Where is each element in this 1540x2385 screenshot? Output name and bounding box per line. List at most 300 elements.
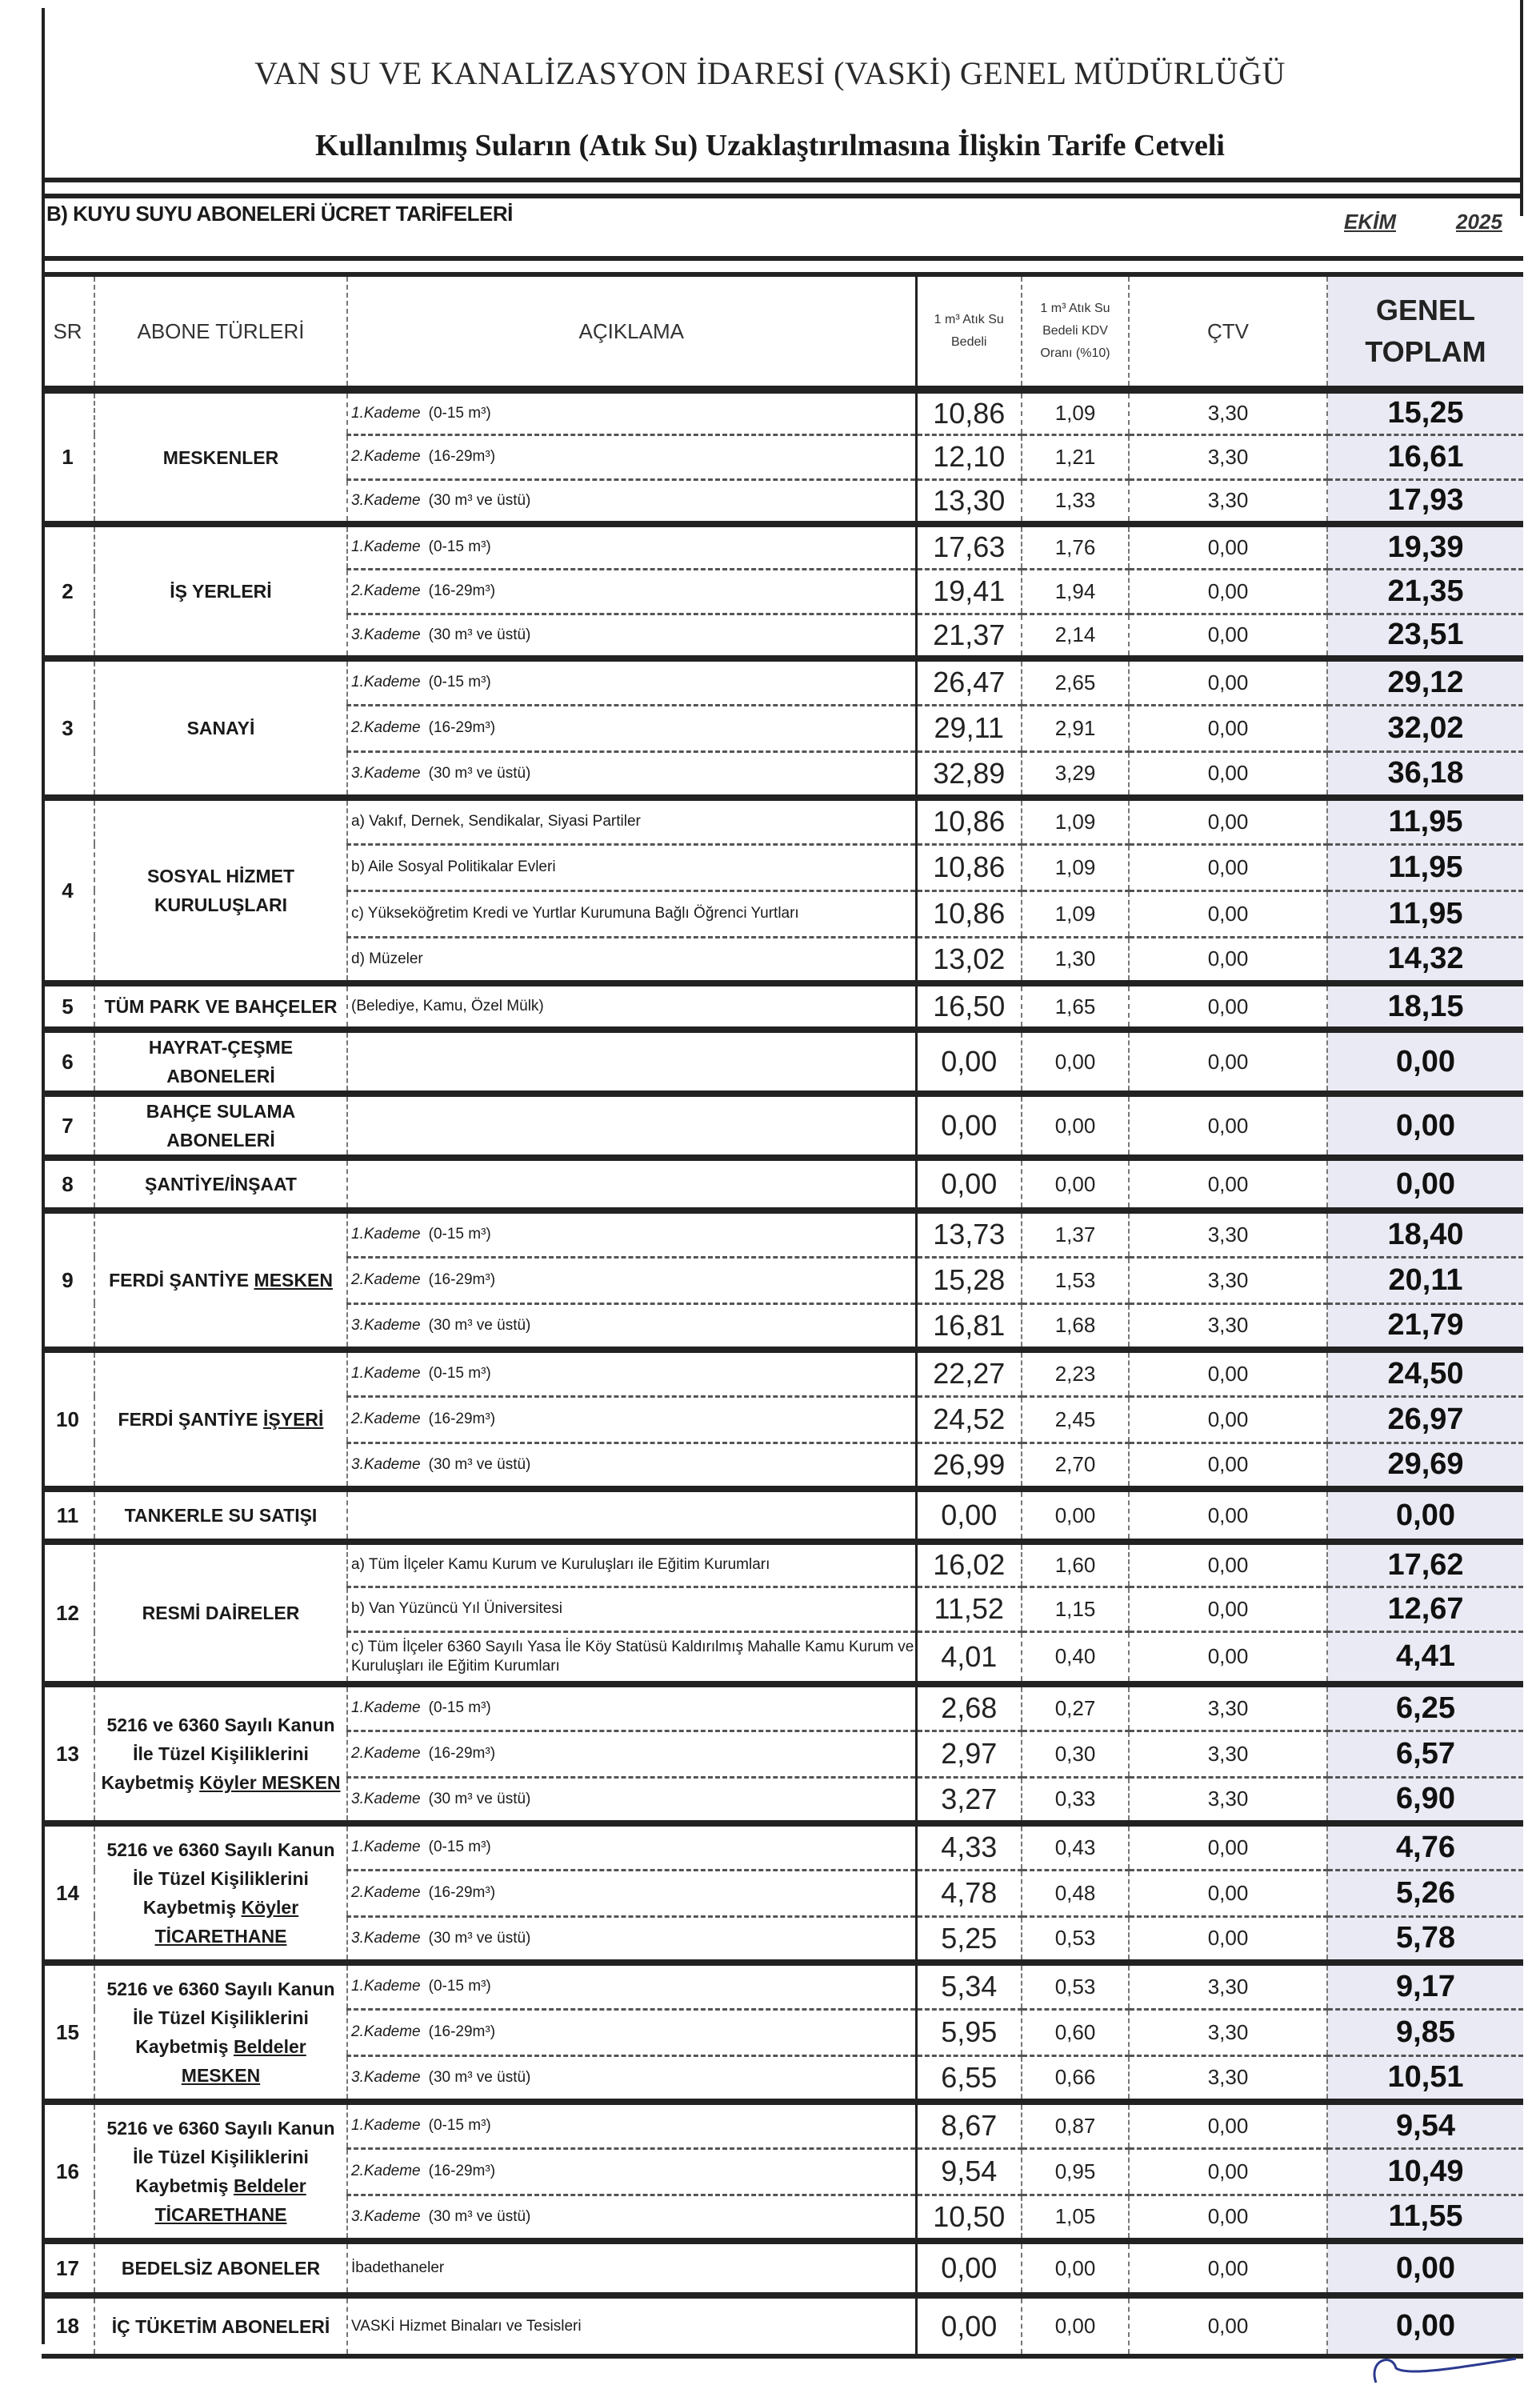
row-ctv: 0,00	[1129, 890, 1327, 937]
row-total: 11,55	[1327, 2195, 1523, 2241]
tier-label: 1.Kademe	[351, 404, 421, 422]
row-description	[347, 1396, 916, 1443]
row-total: 18,40	[1327, 1211, 1523, 1257]
row-bedel: 21,37	[916, 614, 1022, 658]
row-description	[347, 1489, 916, 1542]
row-ctv: 0,00	[1129, 1631, 1327, 1684]
row-kdv: 1,37	[1022, 1211, 1129, 1257]
row-sr: 17	[42, 2241, 94, 2295]
row-total: 6,57	[1327, 1731, 1523, 1777]
description-text: (30 m³ ve üstü)	[428, 1790, 531, 1807]
description-text: a) Vakıf, Dernek, Sendikalar, Siyasi Partiler	[351, 813, 641, 830]
row-sr: 7	[42, 1094, 94, 1158]
row-description	[347, 1684, 916, 1731]
row-ctv: 0,00	[1129, 798, 1327, 844]
row-total: 26,97	[1327, 1396, 1523, 1443]
row-bedel: 0,00	[916, 2295, 1022, 2356]
row-total: 18,15	[1327, 983, 1523, 1030]
description-text: (30 m³ ve üstü)	[428, 1455, 531, 1473]
row-total: 16,61	[1327, 434, 1523, 479]
tier-label: 2.Kademe	[351, 2163, 421, 2179]
section-title: B) KUYU SUYU ABONELERİ ÜCRET TARİFELERİ	[46, 202, 513, 226]
row-ctv: 0,00	[1129, 1030, 1327, 1094]
row-description	[347, 1631, 916, 1684]
description-text: (16-29m³)	[428, 582, 496, 599]
table-row	[42, 390, 1523, 434]
row-total: 11,95	[1327, 844, 1523, 890]
row-sr: 9	[42, 1211, 94, 1350]
description-text: d) Müzeler	[351, 950, 423, 967]
row-ctv: 0,00	[1129, 1542, 1327, 1587]
row-bedel: 10,86	[916, 390, 1022, 434]
row-bedel: 16,81	[916, 1303, 1022, 1350]
row-kdv: 2,45	[1022, 1396, 1129, 1443]
row-description	[347, 2055, 916, 2102]
row-bedel: 0,00	[916, 1094, 1022, 1158]
tier-label: 3.Kademe	[351, 2207, 421, 2225]
description-text: (16-29m³)	[428, 1745, 496, 1762]
row-bedel: 5,25	[916, 1916, 1022, 1963]
period-month: EKİM	[1344, 210, 1396, 234]
row-ctv: 0,00	[1129, 1396, 1327, 1443]
description-text: (30 m³ ve üstü)	[428, 1316, 531, 1334]
row-description	[347, 1350, 916, 1396]
row-total: 12,67	[1327, 1587, 1523, 1631]
row-bedel: 12,10	[916, 434, 1022, 479]
row-bedel: 8,67	[916, 2102, 1022, 2148]
row-sr: 8	[42, 1158, 94, 1211]
row-bedel: 13,73	[916, 1211, 1022, 1257]
row-description	[347, 658, 916, 705]
col-header-total: GENEL TOPLAM	[1327, 277, 1523, 390]
row-bedel: 24,52	[916, 1396, 1022, 1443]
row-description	[347, 479, 916, 524]
row-kdv: 0,00	[1022, 1030, 1129, 1094]
description-text: b) Aile Sosyal Politikalar Evleri	[351, 858, 556, 875]
row-kdv: 0,60	[1022, 2009, 1129, 2055]
table-row	[42, 1030, 1523, 1094]
row-total: 11,95	[1327, 890, 1523, 937]
row-description	[347, 2295, 916, 2356]
row-kdv: 1,09	[1022, 890, 1129, 937]
row-ctv: 3,30	[1129, 1777, 1327, 1823]
row-kdv: 2,65	[1022, 658, 1129, 705]
table-row	[42, 1094, 1523, 1158]
row-kdv: 0,00	[1022, 1094, 1129, 1158]
row-total: 0,00	[1327, 2295, 1523, 2356]
row-ctv: 3,30	[1129, 1257, 1327, 1303]
row-kdv: 1,68	[1022, 1303, 1129, 1350]
row-bedel: 26,99	[916, 1443, 1022, 1489]
row-kdv: 2,23	[1022, 1350, 1129, 1396]
row-ctv: 0,00	[1129, 2148, 1327, 2195]
table-row	[42, 524, 1523, 569]
row-bedel: 0,00	[916, 1158, 1022, 1211]
row-description	[347, 844, 916, 890]
row-subscriber-type: FERDİ ŞANTİYE MESKEN	[94, 1211, 347, 1350]
row-ctv: 0,00	[1129, 614, 1327, 658]
row-ctv: 0,00	[1129, 705, 1327, 751]
row-ctv: 3,30	[1129, 434, 1327, 479]
period-year: 2025	[1456, 210, 1502, 234]
row-total: 0,00	[1327, 1158, 1523, 1211]
table-row	[42, 1489, 1523, 1542]
tier-label: 3.Kademe	[351, 1455, 421, 1473]
row-total: 21,79	[1327, 1303, 1523, 1350]
row-description	[347, 937, 916, 983]
row-kdv: 0,48	[1022, 1870, 1129, 1916]
row-subscriber-type: BEDELSİZ ABONELER	[94, 2241, 347, 2295]
row-ctv: 0,00	[1129, 937, 1327, 983]
row-bedel: 0,00	[916, 1030, 1022, 1094]
row-total: 9,85	[1327, 2009, 1523, 2055]
row-ctv: 3,30	[1129, 1303, 1327, 1350]
row-kdv: 1,09	[1022, 798, 1129, 844]
row-subscriber-type: TÜM PARK VE BAHÇELER	[94, 983, 347, 1030]
row-bedel: 4,33	[916, 1823, 1022, 1870]
row-kdv: 0,95	[1022, 2148, 1129, 2195]
row-description	[347, 390, 916, 434]
row-kdv: 1,09	[1022, 390, 1129, 434]
table-row	[42, 1158, 1523, 1211]
description-text: (0-15 m³)	[428, 1978, 491, 1995]
row-total: 11,95	[1327, 798, 1523, 844]
row-bedel: 0,00	[916, 1489, 1022, 1542]
description-text: (0-15 m³)	[428, 404, 491, 422]
row-total: 5,26	[1327, 1870, 1523, 1916]
tariff-table	[42, 277, 1523, 2359]
description-text: (0-15 m³)	[428, 674, 491, 691]
row-ctv: 0,00	[1129, 1094, 1327, 1158]
table-row	[42, 983, 1523, 1030]
row-ctv: 3,30	[1129, 1211, 1327, 1257]
row-kdv: 2,14	[1022, 614, 1129, 658]
tier-label: 1.Kademe	[351, 2117, 421, 2135]
row-description	[347, 1963, 916, 2009]
description-text: (16-29m³)	[428, 448, 496, 465]
row-ctv: 3,30	[1129, 1684, 1327, 1731]
row-description	[347, 2148, 916, 2195]
row-ctv: 0,00	[1129, 2241, 1327, 2295]
row-total: 0,00	[1327, 1094, 1523, 1158]
row-description	[347, 1777, 916, 1823]
row-description	[347, 614, 916, 658]
row-total: 4,41	[1327, 1631, 1523, 1684]
row-ctv: 0,00	[1129, 844, 1327, 890]
tier-label: 2.Kademe	[351, 1411, 421, 1427]
row-kdv: 0,00	[1022, 1489, 1129, 1542]
row-kdv: 2,70	[1022, 1443, 1129, 1489]
description-text: (30 m³ ve üstü)	[428, 2207, 531, 2225]
row-description	[347, 705, 916, 751]
table-row	[42, 1542, 1523, 1587]
row-bedel: 4,78	[916, 1870, 1022, 1916]
row-ctv: 0,00	[1129, 983, 1327, 1030]
tier-label: 2.Kademe	[351, 2023, 421, 2040]
tier-label: 1.Kademe	[351, 674, 421, 691]
row-ctv: 0,00	[1129, 1870, 1327, 1916]
row-kdv: 1,33	[1022, 479, 1129, 524]
row-bedel: 16,02	[916, 1542, 1022, 1587]
col-header-bedel: 1 m³ Atık Su Bedeli	[916, 277, 1022, 390]
row-bedel: 11,52	[916, 1587, 1022, 1631]
row-description	[347, 2009, 916, 2055]
table-row	[42, 1963, 1523, 2009]
row-bedel: 17,63	[916, 524, 1022, 569]
row-subscriber-type: ŞANTİYE/İNŞAAT	[94, 1158, 347, 1211]
row-total: 17,62	[1327, 1542, 1523, 1587]
row-subscriber-type: SANAYİ	[94, 658, 347, 798]
row-subscriber-type: FERDİ ŞANTİYE İŞYERİ	[94, 1350, 347, 1489]
row-total: 36,18	[1327, 751, 1523, 798]
row-bedel: 10,50	[916, 2195, 1022, 2241]
row-ctv: 0,00	[1129, 2102, 1327, 2148]
description-text: (0-15 m³)	[428, 2117, 491, 2135]
description-text: b) Van Yüzüncü Yıl Üniversitesi	[351, 1600, 563, 1617]
row-total: 0,00	[1327, 1489, 1523, 1542]
row-subscriber-type: SOSYAL HİZMET KURULUŞLARI	[94, 798, 347, 983]
row-ctv: 3,30	[1129, 2055, 1327, 2102]
row-subscriber-type: HAYRAT-ÇEŞME ABONELERİ	[94, 1030, 347, 1094]
row-total: 6,90	[1327, 1777, 1523, 1823]
description-text: (0-15 m³)	[428, 1365, 491, 1383]
row-bedel: 2,68	[916, 1684, 1022, 1731]
row-description	[347, 1731, 916, 1777]
row-bedel: 9,54	[916, 2148, 1022, 2195]
row-description	[347, 2241, 916, 2295]
row-sr: 18	[42, 2295, 94, 2356]
row-ctv: 3,30	[1129, 1731, 1327, 1777]
row-subscriber-type: 5216 ve 6360 Sayılı Kanun İle Tüzel Kişiliklerini Kaybetmiş Köyler TİCARETHANE	[94, 1823, 347, 1963]
row-bedel: 2,97	[916, 1731, 1022, 1777]
description-text: (30 m³ ve üstü)	[428, 491, 531, 509]
row-bedel: 19,41	[916, 569, 1022, 614]
description-text: (0-15 m³)	[428, 538, 491, 556]
row-kdv: 1,30	[1022, 937, 1129, 983]
row-ctv: 0,00	[1129, 1489, 1327, 1542]
description-text: İbadethaneler	[351, 2259, 445, 2276]
tier-label: 1.Kademe	[351, 1978, 421, 1995]
row-total: 5,78	[1327, 1916, 1523, 1963]
row-total: 15,25	[1327, 390, 1523, 434]
row-sr: 14	[42, 1823, 94, 1963]
row-total: 0,00	[1327, 1030, 1523, 1094]
row-description	[347, 2195, 916, 2241]
row-kdv: 0,43	[1022, 1823, 1129, 1870]
tier-label: 3.Kademe	[351, 1929, 421, 1947]
row-description	[347, 1587, 916, 1631]
document-title: VAN SU VE KANALİZASYON İDARESİ (VASKİ) GENEL MÜDÜRLÜĞÜ	[254, 55, 1286, 91]
row-ctv: 0,00	[1129, 1158, 1327, 1211]
row-bedel: 5,95	[916, 2009, 1022, 2055]
row-kdv: 1,15	[1022, 1587, 1129, 1631]
row-ctv: 0,00	[1129, 569, 1327, 614]
tier-label: 3.Kademe	[351, 491, 421, 509]
row-ctv: 0,00	[1129, 1350, 1327, 1396]
row-description	[347, 1443, 916, 1489]
row-kdv: 0,53	[1022, 1963, 1129, 2009]
row-bedel: 26,47	[916, 658, 1022, 705]
row-ctv: 3,30	[1129, 2009, 1327, 2055]
row-ctv: 0,00	[1129, 2295, 1327, 2356]
description-text: (16-29m³)	[428, 1271, 496, 1288]
row-total: 4,76	[1327, 1823, 1523, 1870]
row-kdv: 1,60	[1022, 1542, 1129, 1587]
row-ctv: 3,30	[1129, 390, 1327, 434]
divider	[42, 256, 1523, 277]
row-sr: 3	[42, 658, 94, 798]
row-total: 17,93	[1327, 479, 1523, 524]
row-total: 0,00	[1327, 2241, 1523, 2295]
tier-label: 1.Kademe	[351, 1226, 421, 1243]
row-description	[347, 2102, 916, 2148]
row-sr: 11	[42, 1489, 94, 1542]
row-sr: 1	[42, 390, 94, 524]
row-bedel: 16,50	[916, 983, 1022, 1030]
row-subscriber-type: 5216 ve 6360 Sayılı Kanun İle Tüzel Kişiliklerini Kaybetmiş Köyler MESKEN	[94, 1684, 347, 1823]
row-description	[347, 434, 916, 479]
row-kdv: 1,76	[1022, 524, 1129, 569]
description-text: (16-29m³)	[428, 719, 496, 736]
row-kdv: 0,40	[1022, 1631, 1129, 1684]
description-text: c) Tüm İlçeler 6360 Sayılı Yasa İle Köy Statüsü Kaldırılmış Mahalle Kamu Kurum ve Kuruluşları ile Eğitim Kurumları	[351, 1638, 914, 1675]
row-sr: 2	[42, 524, 94, 658]
row-bedel: 22,27	[916, 1350, 1022, 1396]
row-kdv: 1,53	[1022, 1257, 1129, 1303]
col-header-type: ABONE TÜRLERİ	[94, 277, 347, 390]
row-ctv: 0,00	[1129, 524, 1327, 569]
row-subscriber-type: RESMİ DAİRELER	[94, 1542, 347, 1684]
row-description	[347, 751, 916, 798]
row-ctv: 0,00	[1129, 751, 1327, 798]
row-description	[347, 1030, 916, 1094]
row-kdv: 0,00	[1022, 2295, 1129, 2356]
row-description	[347, 983, 916, 1030]
row-subscriber-type: 5216 ve 6360 Sayılı Kanun İle Tüzel Kişiliklerini Kaybetmiş Beldeler TİCARETHANE	[94, 2102, 347, 2241]
table-row	[42, 2102, 1523, 2148]
row-kdv: 1,09	[1022, 844, 1129, 890]
signature-mark	[1360, 2352, 1520, 2384]
table-row	[42, 1684, 1523, 1731]
row-subscriber-type: 5216 ve 6360 Sayılı Kanun İle Tüzel Kişiliklerini Kaybetmiş Beldeler MESKEN	[94, 1963, 347, 2102]
description-text: a) Tüm İlçeler Kamu Kurum ve Kuruluşları ile Eğitim Kurumları	[351, 1556, 770, 1574]
description-text: (Belediye, Kamu, Özel Mülk)	[351, 998, 544, 1014]
row-total: 24,50	[1327, 1350, 1523, 1396]
row-description	[347, 1094, 916, 1158]
row-total: 21,35	[1327, 569, 1523, 614]
row-ctv: 0,00	[1129, 658, 1327, 705]
description-text: (0-15 m³)	[428, 1839, 491, 1856]
row-subscriber-type: TANKERLE SU SATIŞI	[94, 1489, 347, 1542]
row-kdv: 3,29	[1022, 751, 1129, 798]
table-row	[42, 1211, 1523, 1257]
tier-label: 1.Kademe	[351, 1699, 421, 1717]
col-header-desc: AÇIKLAMA	[347, 277, 916, 390]
row-bedel: 10,86	[916, 890, 1022, 937]
row-total: 10,51	[1327, 2055, 1523, 2102]
description-text: (16-29m³)	[428, 2163, 496, 2179]
col-header-ctv: ÇTV	[1129, 277, 1327, 390]
description-text: (16-29m³)	[428, 2023, 496, 2040]
tier-label: 3.Kademe	[351, 1316, 421, 1334]
description-text: (0-15 m³)	[428, 1699, 491, 1717]
row-description	[347, 1211, 916, 1257]
row-kdv: 2,91	[1022, 705, 1129, 751]
row-ctv: 3,30	[1129, 479, 1327, 524]
col-header-kdv: 1 m³ Atık Su Bedeli KDV Oranı (%10)	[1022, 277, 1129, 390]
row-bedel: 4,01	[916, 1631, 1022, 1684]
tier-label: 3.Kademe	[351, 626, 421, 643]
row-total: 14,32	[1327, 937, 1523, 983]
row-sr: 16	[42, 2102, 94, 2241]
row-total: 19,39	[1327, 524, 1523, 569]
row-subscriber-type: İŞ YERLERİ	[94, 524, 347, 658]
row-sr: 10	[42, 1350, 94, 1489]
description-text: (30 m³ ve üstü)	[428, 1929, 531, 1947]
table-row	[42, 1350, 1523, 1396]
row-kdv: 0,66	[1022, 2055, 1129, 2102]
row-kdv: 0,27	[1022, 1684, 1129, 1731]
row-description	[347, 798, 916, 844]
row-subscriber-type: BAHÇE SULAMA ABONELERİ	[94, 1094, 347, 1158]
row-description	[347, 1158, 916, 1211]
row-total: 29,12	[1327, 658, 1523, 705]
row-description	[347, 1916, 916, 1963]
row-ctv: 0,00	[1129, 1823, 1327, 1870]
tier-label: 3.Kademe	[351, 764, 421, 782]
table-header-row	[42, 277, 1523, 390]
description-text: c) Yükseköğretim Kredi ve Yurtlar Kurumuna Bağlı Öğrenci Yurtları	[351, 905, 799, 922]
row-subscriber-type: İÇ TÜKETİM ABONELERİ	[94, 2295, 347, 2356]
row-total: 23,51	[1327, 614, 1523, 658]
row-sr: 12	[42, 1542, 94, 1684]
description-text: (30 m³ ve üstü)	[428, 764, 531, 782]
row-kdv: 0,33	[1022, 1777, 1129, 1823]
tier-label: 2.Kademe	[351, 719, 421, 736]
row-bedel: 6,55	[916, 2055, 1022, 2102]
row-description	[347, 1257, 916, 1303]
row-sr: 13	[42, 1684, 94, 1823]
row-total: 20,11	[1327, 1257, 1523, 1303]
row-bedel: 15,28	[916, 1257, 1022, 1303]
row-description	[347, 1870, 916, 1916]
description-text: (16-29m³)	[428, 1884, 496, 1901]
row-description	[347, 1823, 916, 1870]
table-body	[42, 390, 1523, 2356]
description-text: (0-15 m³)	[428, 1226, 491, 1243]
tier-label: 3.Kademe	[351, 1790, 421, 1807]
tier-label: 2.Kademe	[351, 1271, 421, 1288]
tier-label: 1.Kademe	[351, 1365, 421, 1383]
description-text: (16-29m³)	[428, 1411, 496, 1427]
row-description	[347, 569, 916, 614]
row-total: 10,49	[1327, 2148, 1523, 2195]
row-ctv: 0,00	[1129, 1587, 1327, 1631]
row-bedel: 32,89	[916, 751, 1022, 798]
row-bedel: 13,02	[916, 937, 1022, 983]
row-description	[347, 1542, 916, 1587]
row-description	[347, 524, 916, 569]
row-sr: 4	[42, 798, 94, 983]
table-row	[42, 1823, 1523, 1870]
row-ctv: 0,00	[1129, 2195, 1327, 2241]
row-description	[347, 1303, 916, 1350]
divider	[42, 178, 1523, 198]
table-row	[42, 2295, 1523, 2356]
row-kdv: 1,94	[1022, 569, 1129, 614]
row-total: 29,69	[1327, 1443, 1523, 1489]
tier-label: 2.Kademe	[351, 448, 421, 465]
